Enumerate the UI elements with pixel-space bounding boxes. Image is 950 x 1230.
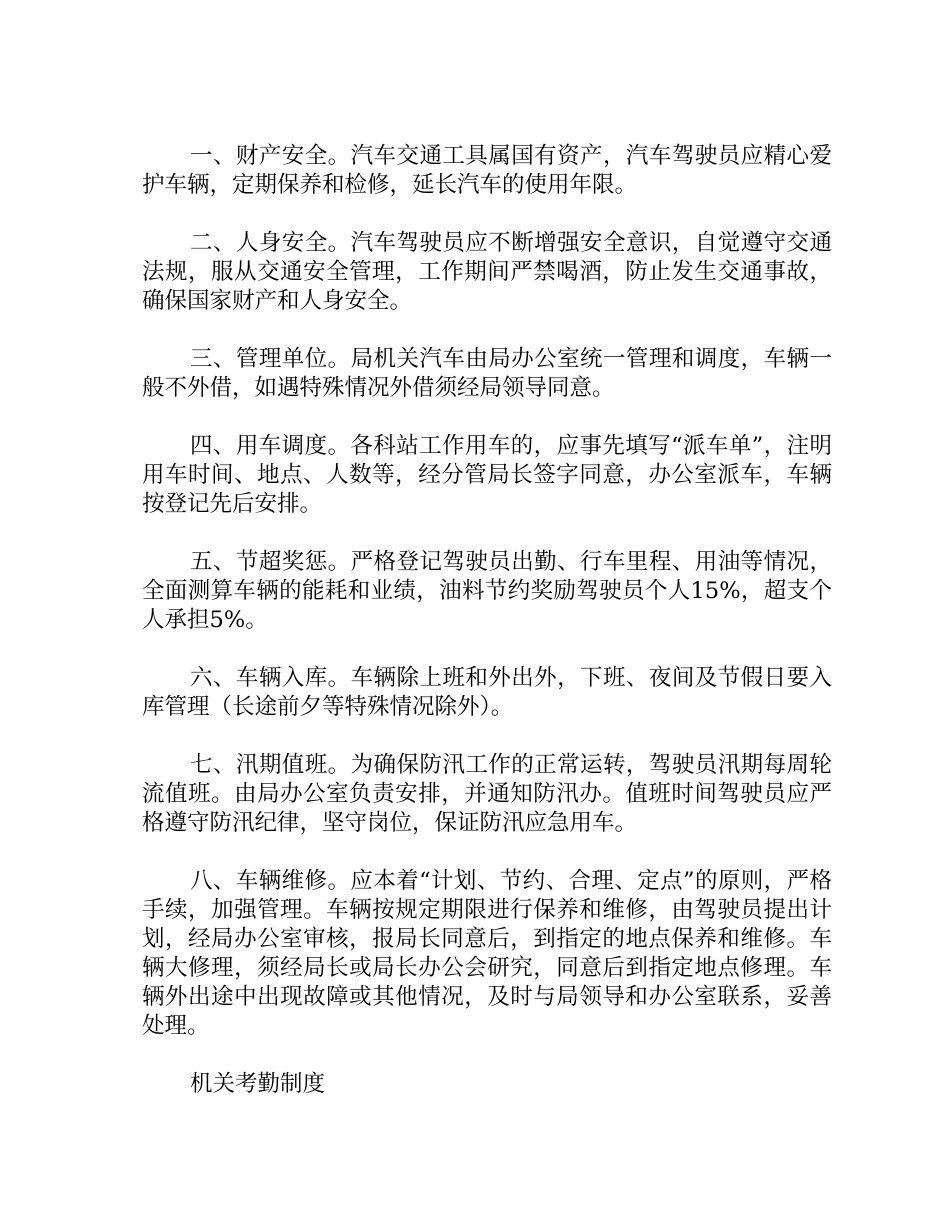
paragraph-management-unit: 三、管理单位。局机关汽车由局办公室统一管理和调度，车辆一般不外借，如遇特殊情况外借须经局领导同意。 xyxy=(142,346,832,401)
paragraph-property-safety: 一、财产安全。汽车交通工具属国有资产，汽车驾驶员应精心爱护车辆，定期保养和检修，延长汽车的使用年限。 xyxy=(142,143,832,198)
paragraph-rewards-penalties: 五、节超奖惩。严格登记驾驶员出勤、行车里程、用油等情况，全面测算车辆的能耗和业绩，油料节约奖励驾驶员个人15%，超支个人承担5%。 xyxy=(142,549,832,633)
paragraph-vehicle-repair: 八、车辆维修。应本着“计划、节约、合理、定点”的原则，严格手续，加强管理。车辆按规定期限进行保养和维修，由驾驶员提出计划，经局办公室审核，报局长同意后，到指定的地点保养和维修。车辆大修理，须经局长或局长办公会研究，同意后到指定地点修理。车辆外出途中出现故障或其他情况，及时与局领导和办公室联系，妥善处理。 xyxy=(142,868,832,1039)
paragraph-vehicle-storage: 六、车辆入库。车辆除上班和外出外，下班、夜间及节假日要入库管理（长途前夕等特殊情况除外）。 xyxy=(142,665,832,720)
paragraph-vehicle-dispatch: 四、用车调度。各科站工作用车的，应事先填写“派车单”，注明用车时间、地点、人数等，经分管局长签字同意，办公室派车，车辆按登记先后安排。 xyxy=(142,433,832,517)
section-heading-attendance: 机关考勤制度 xyxy=(190,1071,326,1097)
document-body xyxy=(142,142,832,1099)
paragraph-flood-duty: 七、汛期值班。为确保防汛工作的正常运转，驾驶员汛期每周轮流值班。由局办公室负责安排，并通知防汛办。值班时间驾驶员应严格遵守防汛纪律，坚守岗位，保证防汛应急用车。 xyxy=(142,752,832,836)
paragraph-personal-safety: 二、人身安全。汽车驾驶员应不断增强安全意识，自觉遵守交通法规，服从交通安全管理，工作期间严禁喝酒，防止发生交通事故，确保国家财产和人身安全。 xyxy=(142,230,832,314)
